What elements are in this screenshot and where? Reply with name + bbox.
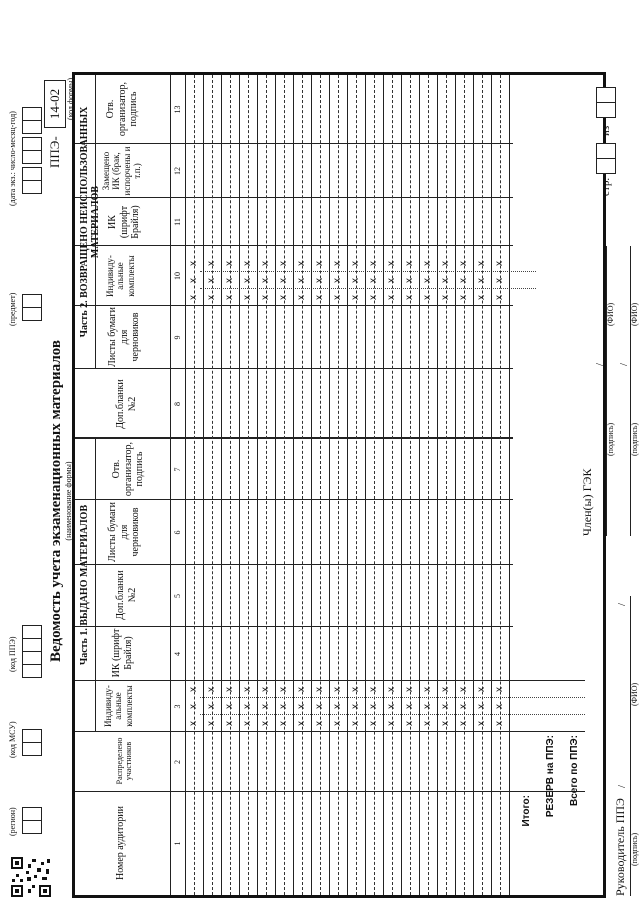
x-mark: x bbox=[296, 295, 307, 300]
col-number: 13 bbox=[173, 105, 182, 114]
x-mark: x bbox=[296, 278, 307, 283]
part2-title: Часть 2. ВОЗВРАЩЕНО НЕИСПОЛЬЗОВАННЫХ МАТЕРИАЛОВ bbox=[79, 106, 101, 338]
ppe-label: (код ППЭ) bbox=[8, 636, 17, 672]
x-mark: x bbox=[440, 261, 451, 266]
x-mark: x bbox=[350, 721, 361, 726]
x-mark: x bbox=[494, 687, 505, 692]
x-mark: x bbox=[494, 278, 505, 283]
x-mark: x bbox=[494, 704, 505, 709]
x-mark: x bbox=[332, 721, 343, 726]
table-row-dash bbox=[248, 75, 249, 895]
x-mark: x bbox=[350, 687, 361, 692]
x-mark: x bbox=[314, 687, 325, 692]
col-number: 3 bbox=[173, 704, 182, 709]
x-mark: x bbox=[314, 704, 325, 709]
col-number: 10 bbox=[173, 272, 182, 280]
head-label: Руководитель ППЭ bbox=[613, 798, 627, 896]
x-mark: x bbox=[404, 278, 415, 283]
table-row-line bbox=[311, 75, 312, 895]
table-row-line bbox=[365, 75, 366, 895]
materials-table bbox=[72, 72, 606, 898]
x-mark: x bbox=[404, 721, 415, 726]
x-mark: x bbox=[224, 261, 235, 266]
x-mark: x bbox=[314, 295, 325, 300]
col-number: 4 bbox=[173, 652, 182, 656]
x-mark: x bbox=[494, 261, 505, 266]
col-number: 5 bbox=[173, 594, 182, 598]
page-title: Ведомость учета экзаменационных материалов bbox=[48, 340, 64, 662]
x-mark: x bbox=[440, 704, 451, 709]
col-distributed: Распределено участников bbox=[115, 737, 134, 785]
x-mark: x bbox=[350, 295, 361, 300]
x-mark: x bbox=[422, 721, 433, 726]
x-mark: x bbox=[224, 278, 235, 283]
table-row-dash bbox=[482, 75, 483, 895]
slash: / bbox=[616, 602, 628, 606]
table-row-line bbox=[275, 75, 276, 895]
x-mark: x bbox=[350, 278, 361, 283]
x-mark: x bbox=[242, 261, 253, 266]
x-mark: x bbox=[260, 278, 271, 283]
x-mark: x bbox=[458, 295, 469, 300]
slash: / bbox=[618, 362, 630, 366]
x-mark: x bbox=[494, 721, 505, 726]
x-mark: x bbox=[404, 704, 415, 709]
totals-label: Итого: bbox=[521, 795, 532, 827]
x-mark: x bbox=[332, 261, 343, 266]
col-braille-kits: ИК (шрифт Брайля) bbox=[111, 628, 134, 678]
x-mark: x bbox=[476, 261, 487, 266]
x-mark: x bbox=[440, 721, 451, 726]
exam-date-label: (дата экз.: число-месяц-год) bbox=[8, 111, 17, 206]
gek-signature-note: (подпись) bbox=[606, 422, 615, 456]
table-row-line bbox=[437, 75, 438, 895]
x-mark: x bbox=[458, 261, 469, 266]
grand-total-label: Всего по ППЭ: bbox=[569, 735, 580, 807]
slash: / bbox=[616, 784, 628, 788]
table-row-dash bbox=[230, 75, 231, 895]
col-individual-kits: Индивиду-альные комплекты bbox=[103, 685, 134, 727]
table-row-line bbox=[293, 75, 294, 895]
table-row-line bbox=[383, 75, 384, 895]
x-mark: x bbox=[242, 278, 253, 283]
x-mark: x bbox=[224, 687, 235, 692]
table-row-dash bbox=[302, 75, 303, 895]
x-mark: x bbox=[188, 704, 199, 709]
col-returned-braille-kits: ИК (шрифт Брайля) bbox=[107, 205, 141, 239]
x-mark: x bbox=[188, 261, 199, 266]
head-fio-note: (ФИО) bbox=[630, 682, 639, 706]
table-row-dash bbox=[266, 75, 267, 895]
page-total-box[interactable] bbox=[596, 87, 616, 103]
x-mark: x bbox=[404, 295, 415, 300]
title-note: (наименование формы) bbox=[64, 461, 73, 541]
col-number: 11 bbox=[173, 218, 182, 226]
head-signature-note: (подпись) bbox=[630, 832, 639, 866]
gek-label: Член(ы) ГЭК bbox=[580, 468, 594, 536]
x-mark: x bbox=[368, 687, 379, 692]
x-mark: x bbox=[368, 261, 379, 266]
x-mark: x bbox=[458, 687, 469, 692]
x-mark: x bbox=[296, 704, 307, 709]
x-mark: x bbox=[386, 261, 397, 266]
x-mark: x bbox=[368, 721, 379, 726]
table-row-dash bbox=[284, 75, 285, 895]
form-code-note: (код формы) bbox=[66, 77, 75, 120]
x-mark: x bbox=[206, 261, 217, 266]
reserve-label: РЕЗЕРВ на ППЭ: bbox=[545, 735, 556, 818]
table-row-dash bbox=[374, 75, 375, 895]
col-number: 9 bbox=[173, 335, 182, 340]
x-mark: x bbox=[206, 687, 217, 692]
region-label: (регион) bbox=[8, 807, 17, 836]
x-mark: x bbox=[332, 278, 343, 283]
table-row-line bbox=[509, 75, 510, 895]
x-mark: x bbox=[188, 278, 199, 283]
x-mark: x bbox=[296, 721, 307, 726]
table-row-dash bbox=[410, 75, 411, 895]
x-mark: x bbox=[224, 295, 235, 300]
x-mark: x bbox=[278, 704, 289, 709]
col-room-number: Номер аудитории bbox=[115, 806, 126, 880]
col-returned-organizer-sign: Отв. организатор, подпись bbox=[105, 81, 139, 137]
col-number: 1 bbox=[173, 841, 182, 846]
gek-signature-line-1[interactable] bbox=[606, 246, 607, 536]
table-row-line bbox=[491, 75, 492, 895]
table-row-dash bbox=[464, 75, 465, 895]
x-mark: x bbox=[206, 721, 217, 726]
form-prefix: ППЭ- bbox=[47, 136, 62, 168]
x-mark: x bbox=[314, 278, 325, 283]
x-mark: x bbox=[458, 278, 469, 283]
x-mark: x bbox=[296, 687, 307, 692]
x-mark: x bbox=[422, 687, 433, 692]
col-returned-individual-kits: Индивиду-альные комплекты bbox=[105, 255, 136, 297]
table-row-line bbox=[203, 75, 204, 895]
mcu-label: (код МСУ) bbox=[8, 721, 17, 758]
col-replaced-kits: Замещено ИК (брак, испорчены и т.п.) bbox=[101, 146, 143, 196]
x-mark: x bbox=[224, 704, 235, 709]
table-row-dash bbox=[320, 75, 321, 895]
x-mark: x bbox=[278, 721, 289, 726]
x-mark: x bbox=[296, 261, 307, 266]
x-mark: x bbox=[404, 261, 415, 266]
form-code: 14-02 bbox=[44, 80, 66, 128]
x-mark: x bbox=[278, 687, 289, 692]
x-mark: x bbox=[350, 704, 361, 709]
x-mark: x bbox=[314, 721, 325, 726]
x-mark: x bbox=[332, 704, 343, 709]
table-row-dash bbox=[500, 75, 501, 895]
of-label: из bbox=[600, 125, 612, 136]
table-row-dash bbox=[212, 75, 213, 895]
x-mark: x bbox=[332, 687, 343, 692]
x-mark: x bbox=[440, 295, 451, 300]
table-row-dash bbox=[446, 75, 447, 895]
x-mark: x bbox=[386, 704, 397, 709]
x-mark: x bbox=[278, 261, 289, 266]
table-row-line bbox=[473, 75, 474, 895]
x-mark: x bbox=[188, 687, 199, 692]
x-mark: x bbox=[458, 704, 469, 709]
x-mark: x bbox=[242, 687, 253, 692]
x-mark: x bbox=[260, 704, 271, 709]
x-mark: x bbox=[332, 295, 343, 300]
x-mark: x bbox=[278, 278, 289, 283]
x-mark: x bbox=[386, 721, 397, 726]
x-mark: x bbox=[368, 278, 379, 283]
part1-title: Часть 1. ВЫДАНО МАТЕРИАЛОВ bbox=[79, 504, 90, 666]
x-mark: x bbox=[422, 278, 433, 283]
x-mark: x bbox=[242, 704, 253, 709]
x-mark: x bbox=[422, 295, 433, 300]
col-organizer-sign: Отв. организатор, подпись bbox=[111, 441, 145, 497]
x-mark: x bbox=[476, 278, 487, 283]
x-mark: x bbox=[368, 704, 379, 709]
x-mark: x bbox=[422, 704, 433, 709]
x-mark: x bbox=[422, 261, 433, 266]
table-row-dash bbox=[392, 75, 393, 895]
table-row-line bbox=[419, 75, 420, 895]
gek-fio-note: (ФИО) bbox=[630, 302, 639, 326]
table-row-line bbox=[401, 75, 402, 895]
x-mark: x bbox=[458, 721, 469, 726]
slash: / bbox=[594, 362, 606, 366]
table-row-line bbox=[455, 75, 456, 895]
gek-signature-line-2[interactable] bbox=[630, 246, 631, 536]
x-mark: x bbox=[386, 295, 397, 300]
page-number-box[interactable] bbox=[596, 143, 616, 159]
x-mark: x bbox=[188, 721, 199, 726]
x-mark: x bbox=[260, 261, 271, 266]
table-row-line bbox=[257, 75, 258, 895]
x-mark: x bbox=[314, 261, 325, 266]
x-mark: x bbox=[440, 278, 451, 283]
subject-label: (предмет) bbox=[8, 292, 17, 326]
x-mark: x bbox=[494, 295, 505, 300]
x-mark: x bbox=[224, 721, 235, 726]
col-draft-sheets: Листы бумаги для черновиков bbox=[107, 502, 141, 562]
col-number: 6 bbox=[173, 530, 182, 535]
page-number-box[interactable] bbox=[596, 158, 616, 174]
col-extra-forms: Доп.бланки №2 bbox=[115, 570, 138, 620]
x-mark: x bbox=[404, 687, 415, 692]
qr-code-icon bbox=[10, 856, 52, 898]
x-mark: x bbox=[476, 295, 487, 300]
x-mark: x bbox=[206, 295, 217, 300]
x-mark: x bbox=[206, 704, 217, 709]
x-mark: x bbox=[440, 687, 451, 692]
x-mark: x bbox=[242, 721, 253, 726]
x-mark: x bbox=[476, 721, 487, 726]
x-mark: x bbox=[476, 704, 487, 709]
col-number: 7 bbox=[173, 467, 182, 472]
page-label: стр. bbox=[600, 177, 612, 196]
table-row-line bbox=[221, 75, 222, 895]
x-mark: x bbox=[242, 295, 253, 300]
x-mark: x bbox=[350, 261, 361, 266]
x-mark: x bbox=[206, 278, 217, 283]
x-mark: x bbox=[188, 295, 199, 300]
x-mark: x bbox=[476, 687, 487, 692]
col-returned-extra-forms: Доп.бланки №2 bbox=[115, 379, 138, 429]
table-row-dash bbox=[194, 75, 195, 895]
gek-signature-note: (подпись) bbox=[630, 422, 639, 456]
table-row-dash bbox=[428, 75, 429, 895]
table-row-line bbox=[329, 75, 330, 895]
gek-fio-note: (ФИО) bbox=[606, 302, 615, 326]
table-row-dash bbox=[356, 75, 357, 895]
col-returned-draft-sheets: Листы бумаги для черновиков bbox=[107, 307, 141, 367]
x-mark: x bbox=[260, 721, 271, 726]
x-mark: x bbox=[278, 295, 289, 300]
table-row-dash bbox=[338, 75, 339, 895]
page-total-box[interactable] bbox=[596, 102, 616, 118]
col-number: 8 bbox=[173, 402, 182, 406]
col-number: 2 bbox=[173, 760, 182, 764]
x-mark: x bbox=[386, 278, 397, 283]
table-row-line bbox=[239, 75, 240, 895]
table-row-line bbox=[347, 75, 348, 895]
col-number: 12 bbox=[173, 167, 182, 175]
x-mark: x bbox=[260, 295, 271, 300]
x-mark: x bbox=[386, 687, 397, 692]
x-mark: x bbox=[368, 295, 379, 300]
x-mark: x bbox=[260, 687, 271, 692]
